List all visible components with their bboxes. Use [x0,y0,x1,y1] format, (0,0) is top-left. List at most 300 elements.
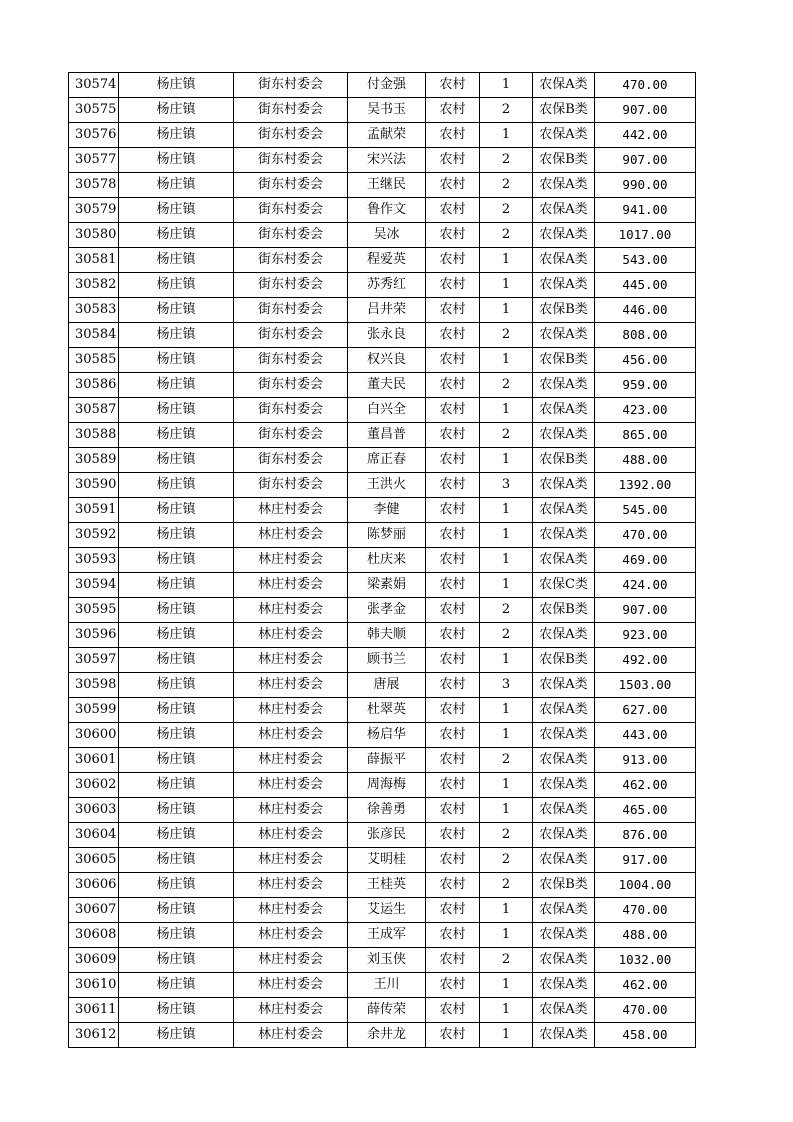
person-name-cell: 陈梦丽 [348,523,426,548]
residence-type-cell: 农村 [426,873,480,898]
household-count-cell: 1 [480,123,533,148]
person-name-cell: 周海梅 [348,773,426,798]
table-row [69,73,696,98]
record-id-cell: 30590 [69,473,119,498]
table-row [69,773,696,798]
amount-cell: 876.00 [595,823,696,848]
record-id-cell: 30605 [69,848,119,873]
insurance-category-cell: 农保A类 [533,723,595,748]
record-id-cell: 30602 [69,773,119,798]
household-count-cell: 1 [480,248,533,273]
table-row [69,248,696,273]
record-id-cell: 30595 [69,598,119,623]
amount-cell: 865.00 [595,423,696,448]
person-name-cell: 张彦民 [348,823,426,848]
town-cell: 杨庄镇 [119,273,234,298]
household-count-cell: 2 [480,848,533,873]
town-cell: 杨庄镇 [119,373,234,398]
table-row [69,123,696,148]
town-cell: 杨庄镇 [119,973,234,998]
person-name-cell: 杜翠英 [348,698,426,723]
record-id-cell: 30578 [69,173,119,198]
table-row [69,423,696,448]
household-count-cell: 2 [480,423,533,448]
village-committee-cell: 街东村委会 [234,373,348,398]
record-id-cell: 30606 [69,873,119,898]
record-id-cell: 30600 [69,723,119,748]
table-row [69,1023,696,1048]
residence-type-cell: 农村 [426,398,480,423]
village-committee-cell: 林庄村委会 [234,648,348,673]
record-id-cell: 30585 [69,348,119,373]
table-row [69,898,696,923]
amount-cell: 469.00 [595,548,696,573]
household-count-cell: 2 [480,623,533,648]
insurance-category-cell: 农保A类 [533,923,595,948]
table-row [69,673,696,698]
town-cell: 杨庄镇 [119,773,234,798]
person-name-cell: 王继民 [348,173,426,198]
amount-cell: 543.00 [595,248,696,273]
insurance-category-cell: 农保A类 [533,798,595,823]
household-count-cell: 1 [480,723,533,748]
village-committee-cell: 林庄村委会 [234,898,348,923]
table-row [69,648,696,673]
household-count-cell: 1 [480,548,533,573]
table-row [69,298,696,323]
household-count-cell: 1 [480,573,533,598]
village-committee-cell: 林庄村委会 [234,973,348,998]
town-cell: 杨庄镇 [119,798,234,823]
insurance-category-cell: 农保A类 [533,398,595,423]
amount-cell: 808.00 [595,323,696,348]
town-cell: 杨庄镇 [119,348,234,373]
town-cell: 杨庄镇 [119,498,234,523]
insurance-category-cell: 农保B类 [533,873,595,898]
residence-type-cell: 农村 [426,73,480,98]
residence-type-cell: 农村 [426,698,480,723]
residence-type-cell: 农村 [426,823,480,848]
residence-type-cell: 农村 [426,448,480,473]
household-count-cell: 1 [480,648,533,673]
table-row [69,748,696,773]
amount-cell: 1017.00 [595,223,696,248]
record-id-cell: 30581 [69,248,119,273]
amount-cell: 1503.00 [595,673,696,698]
residence-type-cell: 农村 [426,423,480,448]
person-name-cell: 权兴良 [348,348,426,373]
village-committee-cell: 林庄村委会 [234,673,348,698]
village-committee-cell: 街东村委会 [234,423,348,448]
village-committee-cell: 林庄村委会 [234,573,348,598]
insurance-category-cell: 农保A类 [533,423,595,448]
insurance-category-cell: 农保A类 [533,273,595,298]
amount-cell: 470.00 [595,523,696,548]
insurance-category-cell: 农保B类 [533,148,595,173]
household-count-cell: 1 [480,798,533,823]
town-cell: 杨庄镇 [119,873,234,898]
household-count-cell: 2 [480,323,533,348]
town-cell: 杨庄镇 [119,848,234,873]
town-cell: 杨庄镇 [119,748,234,773]
household-count-cell: 1 [480,523,533,548]
residence-type-cell: 农村 [426,523,480,548]
town-cell: 杨庄镇 [119,198,234,223]
household-count-cell: 2 [480,823,533,848]
town-cell: 杨庄镇 [119,598,234,623]
table-row [69,498,696,523]
village-committee-cell: 林庄村委会 [234,998,348,1023]
town-cell: 杨庄镇 [119,923,234,948]
record-id-cell: 30611 [69,998,119,1023]
insurance-category-cell: 农保A类 [533,248,595,273]
amount-cell: 941.00 [595,198,696,223]
town-cell: 杨庄镇 [119,423,234,448]
residence-type-cell: 农村 [426,748,480,773]
village-committee-cell: 街东村委会 [234,348,348,373]
village-committee-cell: 街东村委会 [234,398,348,423]
amount-cell: 990.00 [595,173,696,198]
record-id-cell: 30574 [69,73,119,98]
person-name-cell: 吴冰 [348,223,426,248]
insurance-category-cell: 农保A类 [533,748,595,773]
amount-cell: 1004.00 [595,873,696,898]
record-id-cell: 30599 [69,698,119,723]
person-name-cell: 唐展 [348,673,426,698]
amount-cell: 917.00 [595,848,696,873]
insurance-category-cell: 农保A类 [533,1023,595,1048]
record-id-cell: 30593 [69,548,119,573]
insurance-category-cell: 农保A类 [533,198,595,223]
amount-cell: 1392.00 [595,473,696,498]
village-committee-cell: 林庄村委会 [234,698,348,723]
amount-cell: 470.00 [595,73,696,98]
village-committee-cell: 林庄村委会 [234,798,348,823]
household-count-cell: 1 [480,498,533,523]
amount-cell: 488.00 [595,448,696,473]
town-cell: 杨庄镇 [119,823,234,848]
village-committee-cell: 街东村委会 [234,273,348,298]
household-count-cell: 2 [480,748,533,773]
record-id-cell: 30582 [69,273,119,298]
person-name-cell: 王桂英 [348,873,426,898]
residence-type-cell: 农村 [426,773,480,798]
household-count-cell: 1 [480,698,533,723]
residence-type-cell: 农村 [426,473,480,498]
village-committee-cell: 街东村委会 [234,73,348,98]
town-cell: 杨庄镇 [119,173,234,198]
insurance-category-cell: 农保A类 [533,548,595,573]
town-cell: 杨庄镇 [119,998,234,1023]
household-count-cell: 1 [480,923,533,948]
household-count-cell: 2 [480,98,533,123]
town-cell: 杨庄镇 [119,398,234,423]
household-count-cell: 2 [480,948,533,973]
record-id-cell: 30577 [69,148,119,173]
amount-cell: 462.00 [595,773,696,798]
household-count-cell: 2 [480,873,533,898]
table-row [69,323,696,348]
amount-cell: 456.00 [595,348,696,373]
village-committee-cell: 林庄村委会 [234,498,348,523]
insurance-category-cell: 农保A类 [533,223,595,248]
person-name-cell: 王川 [348,973,426,998]
residence-type-cell: 农村 [426,498,480,523]
record-id-cell: 30598 [69,673,119,698]
village-committee-cell: 林庄村委会 [234,523,348,548]
person-name-cell: 董昌普 [348,423,426,448]
village-committee-cell: 街东村委会 [234,148,348,173]
residence-type-cell: 农村 [426,998,480,1023]
person-name-cell: 张永良 [348,323,426,348]
record-id-cell: 30597 [69,648,119,673]
town-cell: 杨庄镇 [119,548,234,573]
residence-type-cell: 农村 [426,248,480,273]
amount-cell: 907.00 [595,148,696,173]
town-cell: 杨庄镇 [119,948,234,973]
village-committee-cell: 林庄村委会 [234,873,348,898]
village-committee-cell: 街东村委会 [234,123,348,148]
insurance-category-cell: 农保A类 [533,373,595,398]
table-row [69,973,696,998]
town-cell: 杨庄镇 [119,623,234,648]
village-committee-cell: 林庄村委会 [234,723,348,748]
amount-cell: 458.00 [595,1023,696,1048]
insurance-category-cell: 农保A类 [533,73,595,98]
town-cell: 杨庄镇 [119,248,234,273]
village-committee-cell: 林庄村委会 [234,823,348,848]
insurance-category-cell: 农保A类 [533,848,595,873]
table-row [69,523,696,548]
table-row [69,873,696,898]
household-count-cell: 1 [480,998,533,1023]
table-body [69,73,696,1048]
insurance-category-cell: 农保A类 [533,998,595,1023]
residence-type-cell: 农村 [426,898,480,923]
table-row [69,448,696,473]
residence-type-cell: 农村 [426,98,480,123]
household-count-cell: 1 [480,973,533,998]
amount-cell: 470.00 [595,898,696,923]
table-row [69,948,696,973]
insurance-category-cell: 农保A类 [533,823,595,848]
record-id-cell: 30579 [69,198,119,223]
record-id-cell: 30576 [69,123,119,148]
amount-cell: 959.00 [595,373,696,398]
record-id-cell: 30612 [69,1023,119,1048]
town-cell: 杨庄镇 [119,298,234,323]
amount-cell: 913.00 [595,748,696,773]
record-id-cell: 30596 [69,623,119,648]
table-row [69,98,696,123]
residence-type-cell: 农村 [426,273,480,298]
household-count-cell: 1 [480,898,533,923]
amount-cell: 446.00 [595,298,696,323]
residence-type-cell: 农村 [426,123,480,148]
household-count-cell: 2 [480,373,533,398]
town-cell: 杨庄镇 [119,148,234,173]
town-cell: 杨庄镇 [119,698,234,723]
residence-type-cell: 农村 [426,223,480,248]
person-name-cell: 席正春 [348,448,426,473]
person-name-cell: 鲁作文 [348,198,426,223]
table-row [69,823,696,848]
residence-type-cell: 农村 [426,948,480,973]
town-cell: 杨庄镇 [119,323,234,348]
table-row [69,273,696,298]
residence-type-cell: 农村 [426,848,480,873]
person-name-cell: 白兴全 [348,398,426,423]
village-committee-cell: 林庄村委会 [234,598,348,623]
record-id-cell: 30583 [69,298,119,323]
record-id-cell: 30587 [69,398,119,423]
village-committee-cell: 街东村委会 [234,223,348,248]
village-committee-cell: 街东村委会 [234,198,348,223]
record-id-cell: 30609 [69,948,119,973]
person-name-cell: 吴书玉 [348,98,426,123]
town-cell: 杨庄镇 [119,648,234,673]
insurance-category-cell: 农保A类 [533,898,595,923]
insurance-category-cell: 农保B类 [533,648,595,673]
insurance-category-cell: 农保A类 [533,973,595,998]
residence-type-cell: 农村 [426,1023,480,1048]
amount-cell: 627.00 [595,698,696,723]
insurance-category-cell: 农保C类 [533,573,595,598]
town-cell: 杨庄镇 [119,898,234,923]
household-count-cell: 2 [480,148,533,173]
record-id-cell: 30594 [69,573,119,598]
village-committee-cell: 林庄村委会 [234,548,348,573]
insurance-category-cell: 农保A类 [533,173,595,198]
amount-cell: 488.00 [595,923,696,948]
person-name-cell: 顾书兰 [348,648,426,673]
residence-type-cell: 农村 [426,323,480,348]
person-name-cell: 余井龙 [348,1023,426,1048]
table-row [69,548,696,573]
table-row [69,798,696,823]
amount-cell: 423.00 [595,398,696,423]
person-name-cell: 薛振平 [348,748,426,773]
insurance-category-cell: 农保A类 [533,623,595,648]
household-count-cell: 2 [480,223,533,248]
village-committee-cell: 街东村委会 [234,173,348,198]
amount-cell: 445.00 [595,273,696,298]
household-count-cell: 1 [480,298,533,323]
residence-type-cell: 农村 [426,723,480,748]
person-name-cell: 徐善勇 [348,798,426,823]
household-count-cell: 1 [480,398,533,423]
table-row [69,848,696,873]
village-committee-cell: 林庄村委会 [234,1023,348,1048]
table-row [69,398,696,423]
person-name-cell: 梁素娟 [348,573,426,598]
table-row [69,723,696,748]
residence-type-cell: 农村 [426,573,480,598]
household-count-cell: 1 [480,773,533,798]
town-cell: 杨庄镇 [119,473,234,498]
table-row [69,373,696,398]
record-id-cell: 30588 [69,423,119,448]
town-cell: 杨庄镇 [119,1023,234,1048]
person-name-cell: 程爱英 [348,248,426,273]
residence-type-cell: 农村 [426,148,480,173]
record-id-cell: 30610 [69,973,119,998]
record-id-cell: 30592 [69,523,119,548]
village-committee-cell: 街东村委会 [234,98,348,123]
insurance-category-cell: 农保B类 [533,298,595,323]
record-id-cell: 30591 [69,498,119,523]
insurance-category-cell: 农保A类 [533,473,595,498]
table-row [69,998,696,1023]
household-count-cell: 2 [480,173,533,198]
insurance-category-cell: 农保B类 [533,598,595,623]
table-row [69,473,696,498]
insurance-category-cell: 农保B类 [533,98,595,123]
person-name-cell: 李健 [348,498,426,523]
household-count-cell: 3 [480,473,533,498]
person-name-cell: 韩夫顺 [348,623,426,648]
household-count-cell: 1 [480,348,533,373]
amount-cell: 907.00 [595,598,696,623]
table-row [69,698,696,723]
person-name-cell: 王成军 [348,923,426,948]
record-id-cell: 30607 [69,898,119,923]
residence-type-cell: 农村 [426,173,480,198]
person-name-cell: 苏秀红 [348,273,426,298]
insurance-category-cell: 农保B类 [533,348,595,373]
amount-cell: 492.00 [595,648,696,673]
table-row [69,148,696,173]
town-cell: 杨庄镇 [119,123,234,148]
amount-cell: 462.00 [595,973,696,998]
table-row [69,198,696,223]
residence-type-cell: 农村 [426,973,480,998]
village-committee-cell: 林庄村委会 [234,848,348,873]
household-count-cell: 1 [480,73,533,98]
household-count-cell: 1 [480,1023,533,1048]
person-name-cell: 付金强 [348,73,426,98]
insurance-category-cell: 农保A类 [533,948,595,973]
person-name-cell: 董夫民 [348,373,426,398]
person-name-cell: 杜庆来 [348,548,426,573]
residence-type-cell: 农村 [426,623,480,648]
person-name-cell: 艾明桂 [348,848,426,873]
town-cell: 杨庄镇 [119,73,234,98]
person-name-cell: 王洪火 [348,473,426,498]
amount-cell: 424.00 [595,573,696,598]
insurance-category-cell: 农保A类 [533,698,595,723]
household-count-cell: 2 [480,598,533,623]
residence-type-cell: 农村 [426,548,480,573]
table-row [69,598,696,623]
village-committee-cell: 街东村委会 [234,323,348,348]
residence-type-cell: 农村 [426,198,480,223]
record-id-cell: 30586 [69,373,119,398]
village-committee-cell: 林庄村委会 [234,748,348,773]
village-committee-cell: 林庄村委会 [234,623,348,648]
household-count-cell: 2 [480,198,533,223]
household-count-cell: 1 [480,448,533,473]
village-committee-cell: 林庄村委会 [234,923,348,948]
table-row [69,173,696,198]
residence-type-cell: 农村 [426,798,480,823]
village-committee-cell: 街东村委会 [234,473,348,498]
residence-type-cell: 农村 [426,373,480,398]
residence-type-cell: 农村 [426,673,480,698]
residence-type-cell: 农村 [426,648,480,673]
person-name-cell: 杨启华 [348,723,426,748]
town-cell: 杨庄镇 [119,98,234,123]
